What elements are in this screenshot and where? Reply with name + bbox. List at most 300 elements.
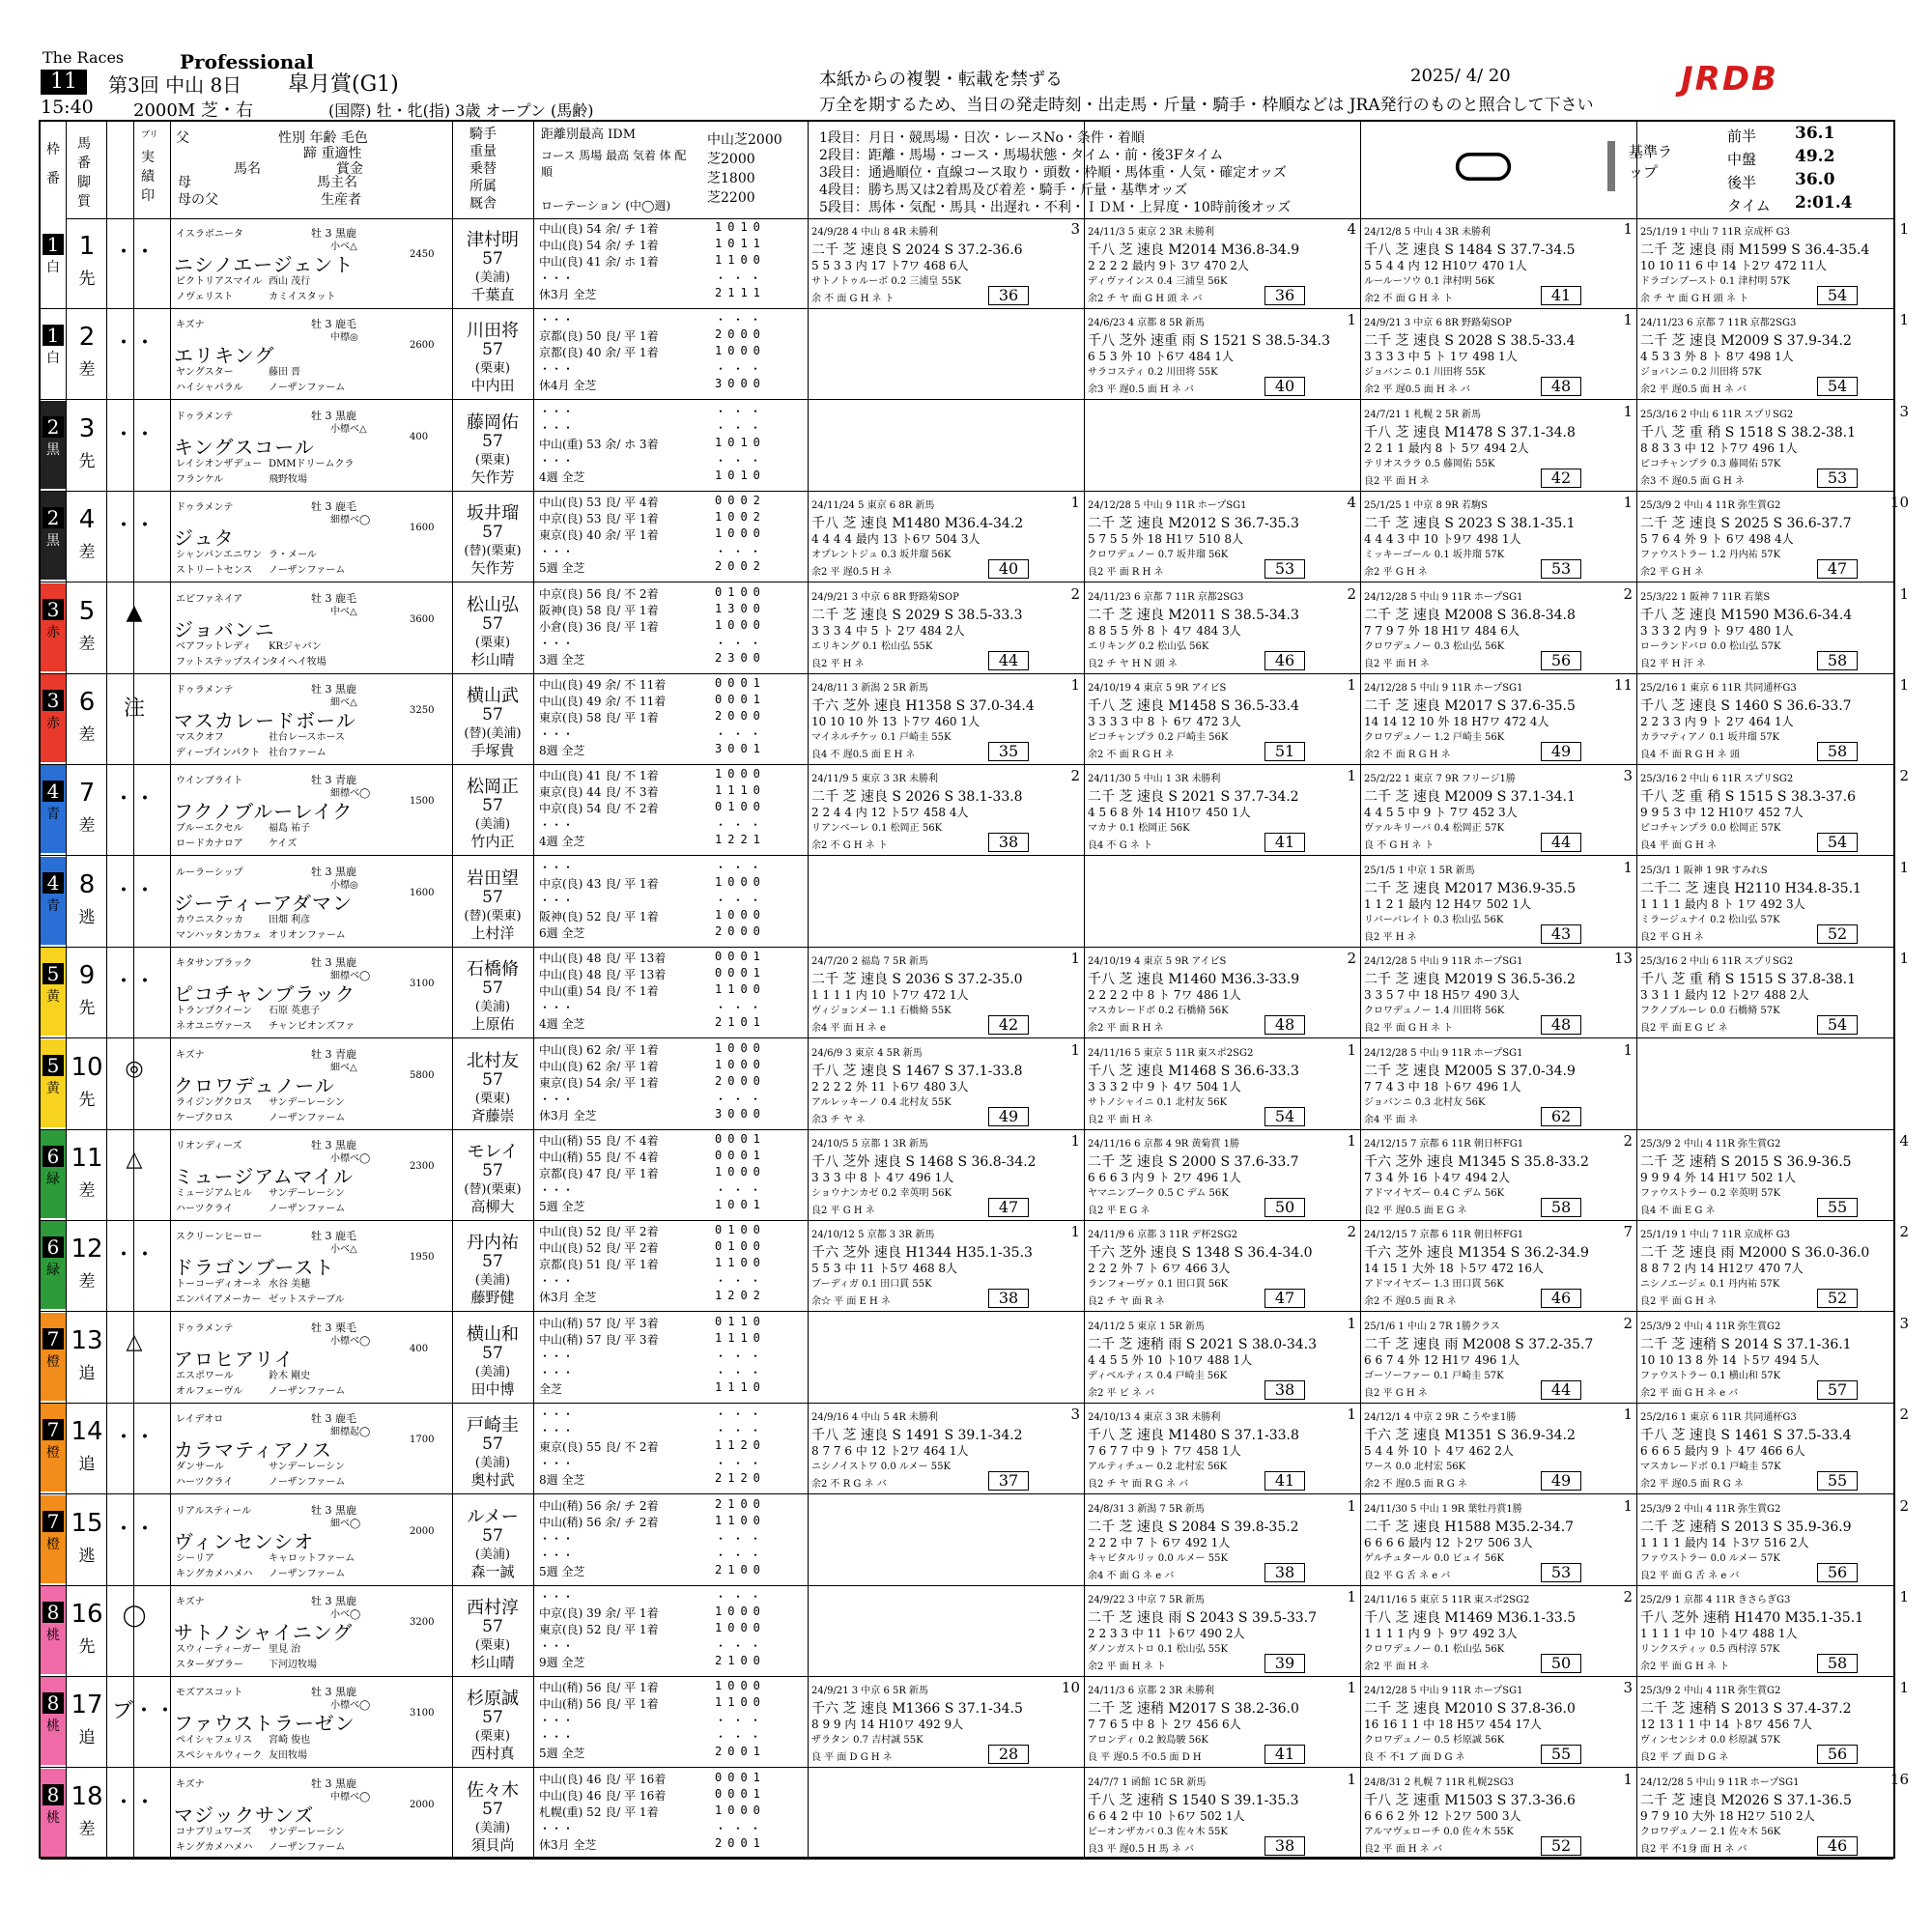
horse-name: アロヒアリイ <box>174 1347 295 1371</box>
past-race-time: 二千 芝 速良 M2009 S 37.9-34.2 <box>1640 333 1852 350</box>
record-line <box>539 1091 806 1106</box>
sire: キズナ <box>176 1049 205 1061</box>
passing-order: 10 10 10 外 13 ト7ワ 460 1人 <box>811 715 980 728</box>
running-style: 差 <box>78 725 96 745</box>
past-race-time: 二千 芝 速良 S 2084 S 39.8-35.2 <box>1088 1519 1299 1535</box>
record-text: 小倉(良) 36 良/ 平 1着 <box>539 619 659 634</box>
winner-info: クロワデュノー 0.5 杉原誠 56K <box>1364 1735 1505 1747</box>
jockey: 松岡正 <box>467 777 519 798</box>
passing-order: 1 1 1 1 中 10 ト4ワ 488 1人 <box>1640 1627 1798 1640</box>
finish-position: 2 <box>1899 1223 1909 1241</box>
aptitude: 小標ベ◯ <box>330 1335 371 1347</box>
past-race-time: 二千 芝 速良 雨 M2008 S 37.2-35.7 <box>1364 1336 1594 1352</box>
finish-position: 1 <box>1070 1223 1080 1241</box>
record-line <box>539 635 806 650</box>
finish-position: 2 <box>1347 584 1356 603</box>
idm-value: 40 <box>1264 377 1305 396</box>
winner-info: フクノブルーレ 0.0 石橋脩 57K <box>1640 1006 1780 1017</box>
notice-line-2: 万全を期するため、当日の発走時刻・出走馬・斤量・騎手・枠順などは JRA発行のものと照合して下さい <box>819 96 1594 115</box>
idm-value: 47 <box>1264 1289 1305 1308</box>
past-race <box>1086 1221 1362 1309</box>
record-values: 3001 <box>715 742 766 755</box>
record-values: 1300 <box>715 601 766 615</box>
meeting: 第3回 中山 8日 <box>108 73 242 97</box>
passing-order: 1 1 1 1 内 9 ト 9ワ 492 3人 <box>1364 1627 1518 1640</box>
record-values: 2000 <box>715 327 766 342</box>
owner: 宮崎 俊也 <box>269 1735 311 1747</box>
winner-info: ヴィジョンメー 1.1 石橋脩 55K <box>811 1006 952 1017</box>
record-values: 1000 <box>715 526 766 541</box>
record-line <box>539 1787 806 1803</box>
sex-age-coat: 牡 3 黒鹿 <box>311 1503 356 1517</box>
record-line <box>539 510 806 526</box>
past-race-time: 千六 芝外 速良 H1344 H35.1-35.3 <box>811 1245 1033 1262</box>
condition-notes: 余2 平 遅0.5 面 H ネ バ <box>1364 384 1471 396</box>
condition-notes: 良4 不 遅0.5 面 E H ネ <box>811 750 916 760</box>
running-style: 差 <box>78 1272 96 1293</box>
horse-name: ニシノエージェント <box>174 253 355 276</box>
idm-value: 42 <box>1541 469 1581 488</box>
record-text: 中山(良) 53 良/ 平 4着 <box>539 496 659 510</box>
past-race <box>1638 1769 1915 1857</box>
record-text: 休3月 全芝 <box>539 288 597 301</box>
dam: スウィーティーガー <box>176 1644 262 1655</box>
gate-bar <box>1607 141 1615 191</box>
record-text: ・・・ <box>539 1821 575 1835</box>
waku-number: 1 <box>43 325 64 346</box>
record-line <box>539 1331 806 1347</box>
idm-value: 56 <box>1817 1563 1858 1582</box>
record-values: 0001 <box>715 676 766 690</box>
record-text: 中山(稍) 57 良/ 平 3着 <box>539 1332 659 1347</box>
past-race-header: 24/10/13 4 東京 3 3R 未勝利 <box>1088 1412 1221 1424</box>
waku-color: 桃 <box>46 1628 60 1643</box>
idm-value: 39 <box>1264 1654 1305 1673</box>
finish-position: 3 <box>1623 1679 1633 1697</box>
record-values: 2100 <box>715 1562 766 1577</box>
legend-explanation: 2段目：距離・馬場・コース・馬場状態・タイム・前・後3Fタイム <box>819 148 1224 163</box>
finish-position: 2 <box>1347 950 1356 968</box>
horse-row <box>41 948 1909 1036</box>
record-text: 中山(良) 52 良/ 平 2着 <box>539 1241 659 1256</box>
jockey: 横山武 <box>467 686 519 706</box>
past-race-header: 24/12/15 7 京都 6 11R 朝日杯FG1 <box>1364 1230 1524 1241</box>
record-text: 東京(良) 55 良/ 不 2着 <box>539 1440 659 1455</box>
winner-info: ピコチャンプラ 0.3 藤岡佑 57K <box>1640 458 1781 469</box>
finish-position: 1 <box>1623 220 1633 238</box>
horse-row <box>41 1495 1909 1583</box>
jockey: 戸崎圭 <box>467 1415 519 1436</box>
sex-age-coat: 牡 3 鹿毛 <box>311 591 356 605</box>
past-race-header: 24/11/3 5 東京 2 3R 未勝利 <box>1088 227 1215 238</box>
past-race <box>1638 948 1915 1036</box>
prediction-mark: △ <box>126 1148 143 1172</box>
aptitude: 細ベ△ <box>330 697 357 708</box>
record-line <box>539 618 806 634</box>
legend-explanation: 3段目：通過順位・直線コース取り・頭数・枠順・馬体重・人気・確定オッズ <box>819 165 1287 181</box>
owner: 鈴木 剛史 <box>269 1370 311 1381</box>
sire: ドゥラメンテ <box>176 1322 234 1334</box>
past-race <box>1362 1039 1638 1127</box>
condition-notes: 良2 平 面 H ネ バ <box>1364 1843 1442 1855</box>
record-line <box>539 559 806 575</box>
past-race <box>810 1221 1086 1309</box>
passing-order: 10 10 11 6 中 14 ト2ワ 472 11人 <box>1640 259 1828 272</box>
passing-order: 4 4 5 5 中 9 ト 7ワ 452 3人 <box>1364 806 1518 820</box>
record-line <box>539 1348 806 1363</box>
record-text: ・・・ <box>539 362 575 377</box>
broodmare-sire: ディープインパクト <box>176 748 261 758</box>
past-race <box>810 948 1086 1036</box>
condition-notes: 余4 平 面 H ネ e <box>811 1023 886 1035</box>
running-style: 差 <box>78 1819 96 1839</box>
record-line <box>539 344 806 359</box>
record-values: 1000 <box>715 1803 766 1817</box>
horse-number: 13 <box>71 1325 103 1355</box>
past-race <box>1086 1130 1362 1218</box>
aptitude: 細標起◯ <box>330 1427 371 1438</box>
record-line <box>539 1315 806 1330</box>
broodmare-sire: ストリートセンス <box>176 565 253 577</box>
record-values: 1000 <box>715 1679 766 1693</box>
finish-position: 1 <box>1347 1406 1356 1424</box>
record-text: ・・・ <box>539 420 575 435</box>
aptitude: 細標ベ◯ <box>330 788 371 800</box>
winner-info: アドマイヤズー 0.4 C デム 56K <box>1364 1188 1505 1199</box>
past-race-header: 25/3/9 2 中山 4 11R 弥生賞G2 <box>1640 1321 1781 1332</box>
record-line <box>539 1514 806 1529</box>
condition-notes: 良2 平 G 舌 ネ e バ <box>1364 1570 1451 1581</box>
idm-value: 54 <box>1817 286 1858 305</box>
dam: コナブリュワーズ <box>176 1826 252 1837</box>
past-race-header: 24/11/24 5 東京 6 8R 新馬 <box>811 500 935 512</box>
condition-notes: 余2 平 G H ネ <box>1364 567 1428 579</box>
finish-position: 2 <box>1070 584 1080 603</box>
past-race <box>1638 1130 1915 1218</box>
prize-money: 2000 <box>410 1799 435 1810</box>
record-line <box>539 1455 806 1470</box>
idm-value: 62 <box>1541 1107 1581 1126</box>
finish-position: 1 <box>1623 1040 1633 1059</box>
past-race-header: 24/11/30 5 中山 1 9R 葉牡丹賞1勝 <box>1364 1503 1522 1515</box>
prize-money: 2300 <box>410 1161 435 1172</box>
record-text: ・・・ <box>539 1639 575 1653</box>
dam: シーリア <box>176 1552 214 1564</box>
legend-dist-idm: 距離別最高 IDM <box>541 128 637 142</box>
winner-info: テリオスララ 0.5 藤岡佑 55K <box>1364 458 1495 469</box>
idm-value: 43 <box>1541 924 1581 944</box>
legend-jockey-info: 乗替 <box>469 161 497 177</box>
stable: (栗東) <box>474 1638 511 1653</box>
horse-row <box>41 309 1909 397</box>
passing-order: 6 6 6 5 最内 9 ト 4ワ 466 6人 <box>1640 1444 1805 1459</box>
course-records <box>539 948 806 1036</box>
winner-info: アロンディ 0.2 鮫島駿 56K <box>1088 1735 1208 1747</box>
waku-color: 緑 <box>46 1263 60 1279</box>
running-style: 差 <box>78 634 96 654</box>
record-text: 京都(良) 40 余/ 平 1着 <box>539 346 659 360</box>
record-values: ・・・ <box>715 636 768 650</box>
record-line <box>539 1438 806 1454</box>
record-text: 5週 全芝 <box>539 1564 585 1578</box>
past-race <box>810 1313 1086 1401</box>
past-race-header: 25/1/19 1 中山 7 11R 京成杯 G3 <box>1640 227 1790 238</box>
carried-weight: 57 <box>482 1252 503 1272</box>
running-style: 差 <box>78 360 96 381</box>
horse-row <box>41 401 1909 489</box>
waku-number: 7 <box>43 1419 64 1440</box>
idm-value: 58 <box>1541 1198 1581 1217</box>
idm-value: 55 <box>1541 1745 1581 1764</box>
record-line <box>539 1804 806 1819</box>
past-race <box>1362 1404 1638 1492</box>
past-race <box>810 1677 1086 1765</box>
broodmare-sire: ハイシャパラル <box>176 383 243 394</box>
past-race-header: 25/2/16 1 東京 6 11R 共同通杯G3 <box>1640 683 1797 694</box>
record-text: 休4月 全芝 <box>539 379 597 393</box>
record-line <box>539 892 806 907</box>
running-style: 差 <box>78 816 96 837</box>
record-values: ・・・ <box>715 1424 768 1438</box>
record-text: 中山(良) 41 良/ 不 1着 <box>539 769 659 783</box>
past-race-time: 千八 芝 速良 M1590 M36.6-34.4 <box>1640 607 1853 623</box>
record-text: 中山(良) 62 余/ 平 1着 <box>539 1059 659 1073</box>
passing-order: 1 1 1 1 内 10 ト7ワ 472 1人 <box>811 988 969 1003</box>
past-race <box>810 765 1086 853</box>
sex-age-coat: 牡 3 黒鹿 <box>311 683 356 696</box>
record-text: 8週 全芝 <box>539 744 585 757</box>
past-race <box>810 1404 1086 1492</box>
past-race <box>1638 1677 1915 1765</box>
record-line <box>539 1605 806 1620</box>
past-race-time: 千八 芝 速良 M1478 S 37.1-34.8 <box>1364 424 1576 440</box>
condition-notes: 良 不 不1 ブ 面 D G ネ <box>1364 1752 1465 1764</box>
finish-position: 1 <box>1623 494 1633 512</box>
record-line <box>539 1015 806 1031</box>
past-race-time: 千六 芝 速良 M1366 S 37.1-34.5 <box>811 1701 1023 1718</box>
horse-name: エリキング <box>174 344 275 368</box>
past-race <box>1086 674 1362 762</box>
past-race-time: 二千 芝 速良 S 2000 S 37.6-33.7 <box>1088 1154 1299 1170</box>
passing-order: 8 8 5 5 外 8 ト 4ワ 484 3人 <box>1088 623 1241 638</box>
course-records <box>539 1404 806 1492</box>
idm-value: 53 <box>1264 559 1305 579</box>
past-race-header: 24/12/28 5 中山 9 11R ホープSG1 <box>1364 956 1523 968</box>
finish-position: 3 <box>1623 767 1633 785</box>
condition-notes: 余3 チ ヤ ネ <box>811 1114 866 1125</box>
broodmare-sire: スペシャルウィーク <box>176 1750 263 1762</box>
sire: ウインブライト <box>176 776 243 787</box>
record-values: 0001 <box>715 1149 766 1162</box>
finish-position: 1 <box>1899 858 1909 876</box>
breeder: カミイスタット <box>269 292 336 302</box>
record-line <box>539 1406 806 1421</box>
past-race <box>1362 857 1638 945</box>
broodmare-sire: キングカメハメハ <box>176 1568 253 1579</box>
condition-notes: 余2 不 面 R G H ネ <box>1364 750 1451 760</box>
record-line <box>539 1256 806 1271</box>
idm-value: 49 <box>1541 742 1581 761</box>
past-race-time: 二千 芝 速稍 雨 S 2021 S 38.0-34.3 <box>1088 1336 1318 1352</box>
record-text: 休3月 全芝 <box>539 1291 597 1305</box>
past-race-time: 千六 芝 速良 M1351 S 36.9-34.2 <box>1364 1428 1576 1444</box>
carried-weight: 57 <box>482 1435 503 1455</box>
sire: キズナ <box>176 320 205 331</box>
past-race-time: 二千 芝 速稍 S 2015 S 36.9-36.5 <box>1640 1154 1852 1170</box>
jockey: 岩田望 <box>467 867 519 889</box>
finish-position: 1 <box>1347 767 1356 785</box>
sex-age-coat: 牡 3 青鹿 <box>311 1047 356 1061</box>
past-race <box>1086 1586 1362 1674</box>
past-race-time: 二千 芝 速良 M2017 M36.9-35.5 <box>1364 880 1577 896</box>
record-values: 0100 <box>715 584 766 599</box>
owner: 田畑 利彦 <box>269 914 311 925</box>
winner-info: ヤマニンブーク 0.5 C デム 56K <box>1088 1188 1229 1199</box>
record-text: ・・・ <box>539 860 575 874</box>
past-race-header: 25/3/9 2 中山 4 11R 弥生賞G2 <box>1640 500 1781 512</box>
breeder: ノーザンファーム <box>269 383 346 394</box>
past-race <box>1086 401 1362 489</box>
record-line <box>539 494 806 509</box>
record-values: 1110 <box>715 783 766 798</box>
record-line <box>539 452 806 468</box>
broodmare-sire: ロードカナロア <box>176 838 243 850</box>
jockey: 藤岡佑 <box>467 412 519 433</box>
idm-value: 46 <box>1264 651 1305 670</box>
record-line <box>539 1695 806 1711</box>
carried-weight: 57 <box>482 1708 503 1728</box>
record-values: ・・・ <box>715 1457 768 1471</box>
stable: (栗東) <box>474 452 511 468</box>
notice-line-1: 本紙からの複製・転載を禁ずる <box>819 70 1063 90</box>
sex-age-coat: 牡 3 黒鹿 <box>311 1776 356 1790</box>
prediction-mark: ブ・・ <box>112 1699 177 1724</box>
past-race-time: 二千 芝 速良 H1588 M35.2-34.7 <box>1364 1519 1575 1535</box>
waku-cell <box>41 765 66 853</box>
stable: (替)(栗東) <box>464 1182 522 1197</box>
past-race-header: 25/3/9 2 中山 4 11R 弥生賞G2 <box>1640 1686 1781 1697</box>
past-race <box>1638 857 1915 945</box>
record-line <box>539 676 806 692</box>
dam: カウニスクッカ <box>176 914 243 925</box>
horse-number: 8 <box>78 869 96 899</box>
passing-order: 1 1 2 1 最内 12 H4ワ 502 1人 <box>1364 896 1531 911</box>
record-values: ・・・ <box>715 545 768 559</box>
breeder: ノーザンファーム <box>269 565 346 577</box>
record-line <box>539 1058 806 1073</box>
past-race-header: 24/11/3 6 京都 2 3R 未勝利 <box>1088 1686 1215 1697</box>
carried-weight: 57 <box>482 431 503 451</box>
passing-order: 4 4 5 5 外 10 ト10ワ 488 1人 <box>1088 1352 1253 1367</box>
broodmare-sire: マンハッタンカフェ <box>176 929 262 941</box>
passing-order: 10 10 13 8 外 14 ト5ワ 494 5人 <box>1640 1352 1820 1367</box>
legend-umaban: 脚 <box>77 175 91 190</box>
idm-value: 49 <box>988 1107 1029 1126</box>
past-race-header: 24/12/28 5 中山 9 11R ホープSG1 <box>1364 683 1523 694</box>
past-race <box>1362 765 1638 853</box>
passing-order: 16 16 1 1 中 18 H5ワ 454 17人 <box>1364 1718 1542 1732</box>
past-race <box>1638 765 1915 853</box>
horse-name: ヴィンセンシオ <box>174 1529 315 1553</box>
waku-number: 6 <box>43 1146 64 1167</box>
passing-order: 5 7 6 4 外 9 ト 6ワ 498 4人 <box>1640 532 1794 547</box>
record-values: ・・・ <box>715 1407 768 1422</box>
record-line <box>539 1637 806 1653</box>
idm-value: 37 <box>988 1471 1029 1491</box>
condition-notes: 良 不 G H ネ ト <box>1364 840 1435 852</box>
passing-order: 7 7 9 7 外 18 H1ワ 484 6人 <box>1364 623 1520 638</box>
past-race-header: 25/3/1 1 阪神 1 9R すみれS <box>1640 865 1768 876</box>
legend-explanation: 4段目：勝ち馬又は2着馬及び着差・騎手・斤量・基準オッズ <box>819 183 1188 198</box>
waku-cell <box>41 857 66 945</box>
past-race <box>1638 1313 1915 1401</box>
prize-money: 5800 <box>410 1069 435 1081</box>
race-number: 11 <box>41 70 87 95</box>
idm-value: 48 <box>1541 1015 1581 1035</box>
winner-info: ヴィンセンシオ 0.0 杉原誠 57K <box>1640 1735 1780 1747</box>
condition-notes: 良2 平 G H ネ <box>1640 931 1704 943</box>
condition-notes: 余4 平 面 ネ <box>1364 1114 1418 1125</box>
past-race-header: 24/11/30 5 中山 1 3R 未勝利 <box>1088 774 1221 785</box>
record-line <box>539 800 806 815</box>
waku-cell <box>41 1404 66 1492</box>
past-race-time: 二千 芝 速良 雨 M2000 S 36.0-36.0 <box>1640 1245 1870 1262</box>
record-text: 休3月 全芝 <box>539 1837 597 1852</box>
past-race-header: 24/10/19 4 東京 5 9R アイビS <box>1088 683 1227 694</box>
running-style: 逃 <box>78 907 96 927</box>
broodmare-sire: ケープクロス <box>176 1112 234 1123</box>
past-race <box>1362 1769 1638 1857</box>
running-style: 差 <box>78 543 96 563</box>
record-line <box>539 436 806 451</box>
record-line <box>539 1712 806 1727</box>
sire: キズナ <box>176 1778 205 1790</box>
legend-explanation: 1段目：月日・競馬場・日次・レースNo・条件・着順 <box>819 130 1145 146</box>
breeder: ノーザンファーム <box>269 1204 346 1214</box>
record-text: ・・・ <box>539 1714 575 1728</box>
past-race <box>1638 401 1915 489</box>
record-values: 1100 <box>715 253 766 267</box>
record-values: 1010 <box>715 220 766 234</box>
record-values: 1011 <box>715 237 766 250</box>
waku-number: 7 <box>43 1328 64 1350</box>
breeder: ノーザンファーム <box>269 1477 346 1489</box>
record-text: 3週 全芝 <box>539 652 585 667</box>
prize-money: 1950 <box>410 1252 435 1264</box>
record-text: 中山(稍) 56 良/ 平 1着 <box>539 1697 659 1712</box>
aptitude: 細標ベ◯ <box>330 971 371 982</box>
record-line <box>539 327 806 343</box>
past-race-header: 24/12/28 5 中山 9 11R ホープSG1 <box>1364 1047 1523 1059</box>
record-values: ・・・ <box>715 1821 768 1835</box>
owner: KRジャパン <box>269 640 322 652</box>
course-records <box>539 1495 806 1583</box>
breeder: タイヘイ牧場 <box>269 656 327 668</box>
record-values: 1000 <box>715 617 766 632</box>
legend-horse-info: 母 <box>178 175 191 190</box>
finish-position: 1 <box>1899 1679 1909 1697</box>
past-race <box>1638 1495 1915 1583</box>
past-race-header: 24/11/23 6 京都 7 11R 京都2SG3 <box>1640 318 1797 329</box>
record-values: ・・・ <box>715 453 768 468</box>
record-line <box>539 1771 806 1786</box>
record-text: 5週 全芝 <box>539 561 585 576</box>
horse-name: マスカレードボール <box>174 709 356 732</box>
past-race-header: 24/9/21 3 中京 6 5R 新馬 <box>811 1686 929 1697</box>
prediction-mark: 注 <box>123 696 145 721</box>
condition-notes: 良2 チ ヤ 面 R G ネ バ <box>1088 1479 1189 1491</box>
waku-number: 3 <box>43 690 64 711</box>
